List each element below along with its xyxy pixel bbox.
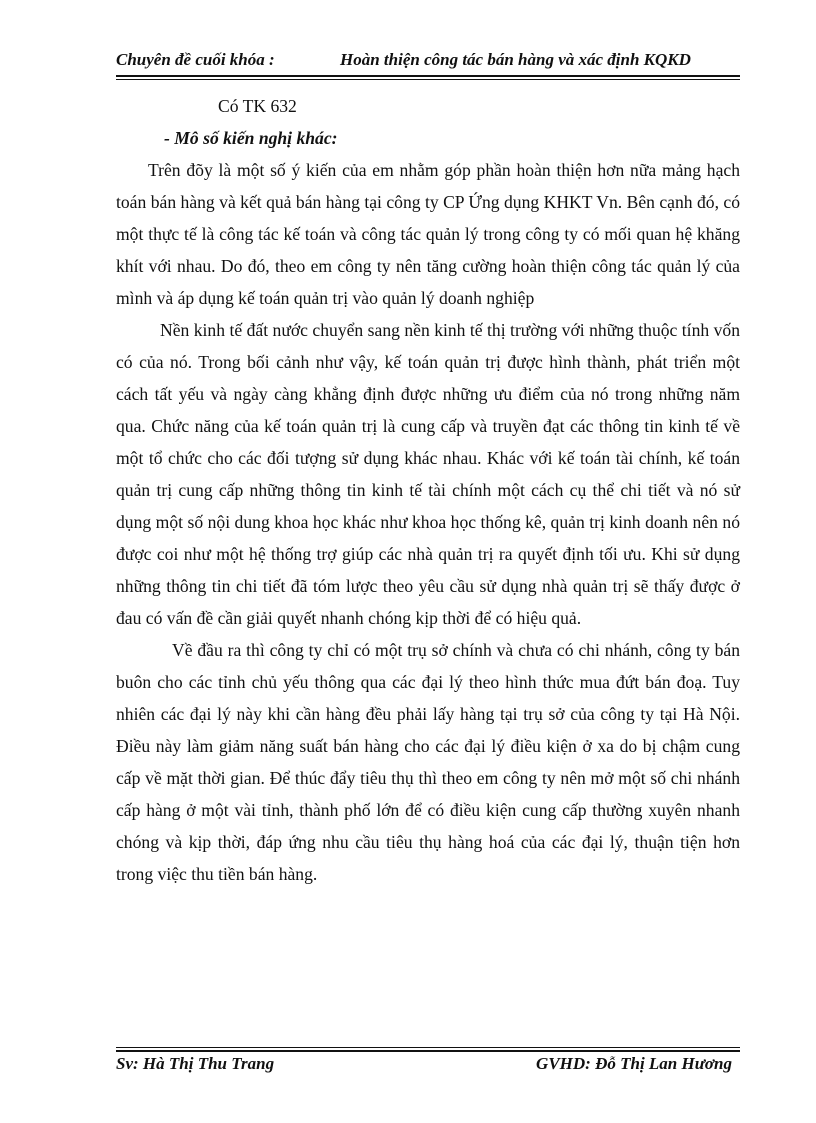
header-rule-thick: [116, 75, 740, 77]
page-footer: [116, 1054, 740, 1078]
paragraph: Trên đõy là một số ý kiến của em nhằm góp phần hoàn thiện hơn nữa mảng hạch toán bán hàng và kết quả bán hàng tại công ty CP Ứng dụng KHKT Vn. Bên cạnh đó, có một thực tế là công tác kế toán và công tác quản lý trong công ty có mối quan hệ khăng khít với nhau. Do đó, theo em công ty nên tăng cường hoàn thiện công tác quản lý của mình và áp dụng kế toán quản trị vào quản lý doanh nghiệp: [116, 160, 740, 308]
document-body: [116, 90, 740, 890]
footer-rule-thick: [116, 1050, 740, 1052]
section-subheading: - Mô số kiến nghị khác:: [164, 128, 338, 148]
account-line: Có TK 632: [218, 96, 297, 116]
header-title: Hoàn thiện công tác bán hàng và xác định KQKD: [340, 50, 691, 69]
page-header: [116, 48, 740, 74]
paragraph: Về đầu ra thì công ty chỉ có một trụ sở chính và chưa có chi nhánh, công ty bán buôn cho các tỉnh chủ yếu thông qua các đại lý theo hình thức mua đứt bán đoạ. Tuy nhiên các đại lý này khi cần hàng đều phải lấy hàng tại trụ sở của công ty tại Hà Nội. Điều này làm giảm năng suất bán hàng cho các đại lý điều kiện ở xa do bị chậm cung cấp về mặt thời gian. Để thúc đẩy tiêu thụ thì theo em công ty nên mở một số chi nhánh cấp hàng ở một vài tỉnh, thành phố lớn để có điều kiện cung cấp thường xuyên nhanh chóng và kịp thời, đáp ứng nhu cầu tiêu thụ hàng hoá của các đại lý, thuận tiện hơn trong việc thu tiền bán hàng.: [116, 640, 740, 884]
footer-rule-thin: [116, 1047, 740, 1048]
footer-advisor: GVHD: Đỗ Thị Lan Hương: [536, 1054, 732, 1073]
header-rule-thin: [116, 79, 740, 80]
paragraph: Nền kinh tế đất nước chuyển sang nền kinh tế thị trường với những thuộc tính vốn có của nó. Trong bối cảnh như vậy, kế toán quản trị được hình thành, phát triển một cách tất yếu và ngày càng khẳng định được những ưu điểm của nó trong những năm qua. Chức năng của kế toán quản trị là cung cấp và truyền đạt các thông tin kinh tế về một tổ chức cho các đối tượng sử dụng khác nhau. Khác với kế toán tài chính, kế toán quản trị cung cấp những thông tin kinh tế tài chính một cách cụ thể chi tiết và nó sử dụng một số nội dung khoa học khác như khoa học thống kê, quản trị kinh doanh nên nó được coi như một hệ thống trợ giúp các nhà quản trị ra quyết định tối ưu. Khi sử dụng những thông tin chi tiết đã tóm lược theo yêu cầu sử dụng nhà quản trị sẽ thấy được ở đau có vấn đề cần giải quyết nhanh chóng kịp thời để có hiệu quả.: [116, 320, 740, 628]
header-topic: Chuyên đề cuối khóa :: [116, 50, 275, 69]
footer-student: Sv: Hà Thị Thu Trang: [116, 1054, 275, 1073]
